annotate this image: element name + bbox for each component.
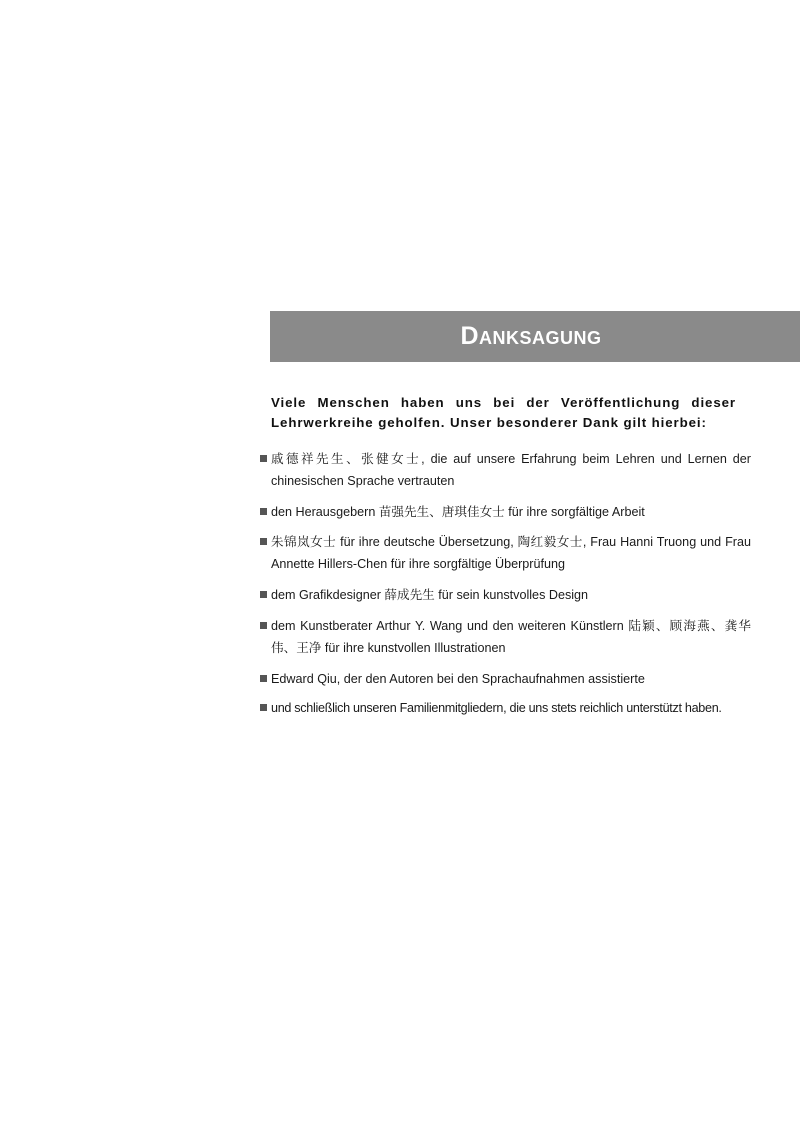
square-bullet-icon xyxy=(260,538,267,545)
list-item xyxy=(260,697,751,719)
square-bullet-icon xyxy=(260,622,267,629)
list-item xyxy=(260,501,751,523)
list-item-text: 戚德祥先生、张健女士, die auf unsere Erfahrung beim Lehren und Lernen der chinesischen Sprache vertrauten xyxy=(271,452,751,488)
square-bullet-icon xyxy=(260,455,267,462)
square-bullet-icon xyxy=(260,675,267,682)
square-bullet-icon xyxy=(260,704,267,711)
list-item xyxy=(260,668,751,690)
list-item xyxy=(260,615,751,659)
list-item-text: dem Kunstberater Arthur Y. Wang und den weiteren Künstlern 陆颖、顾海燕、龚华伟、王净 für ihre kunstvollen Illustrationen xyxy=(271,619,751,655)
list-item-text: und schließlich unseren Familienmitgliedern, die uns stets reichlich unterstützt haben. xyxy=(271,701,722,715)
list-item-text: 朱锦岚女士 für ihre deutsche Übersetzung, 陶红毅女士, Frau Hanni Truong und Frau Annette Hillers-Chen für ihre sorgfältige Überprüfung xyxy=(271,535,751,571)
page-title: Danksagung xyxy=(460,322,602,350)
list-item xyxy=(260,448,751,492)
square-bullet-icon xyxy=(260,508,267,515)
title-banner xyxy=(270,311,800,362)
list-item xyxy=(260,531,751,575)
list-item-text: Edward Qiu, der den Autoren bei den Sprachaufnahmen assistierte xyxy=(271,672,645,686)
square-bullet-icon xyxy=(260,591,267,598)
list-item-text: den Herausgebern 苗强先生、唐琪佳女士 für ihre sorgfältige Arbeit xyxy=(271,505,645,519)
intro-paragraph: Viele Menschen haben uns bei der Veröffentlichung dieser Lehrwerkreihe geholfen. Unser besonderer Dank gilt hierbei: xyxy=(271,395,736,430)
list-item xyxy=(260,584,751,606)
list-item-text: dem Grafikdesigner 薛成先生 für sein kunstvolles Design xyxy=(271,588,589,602)
